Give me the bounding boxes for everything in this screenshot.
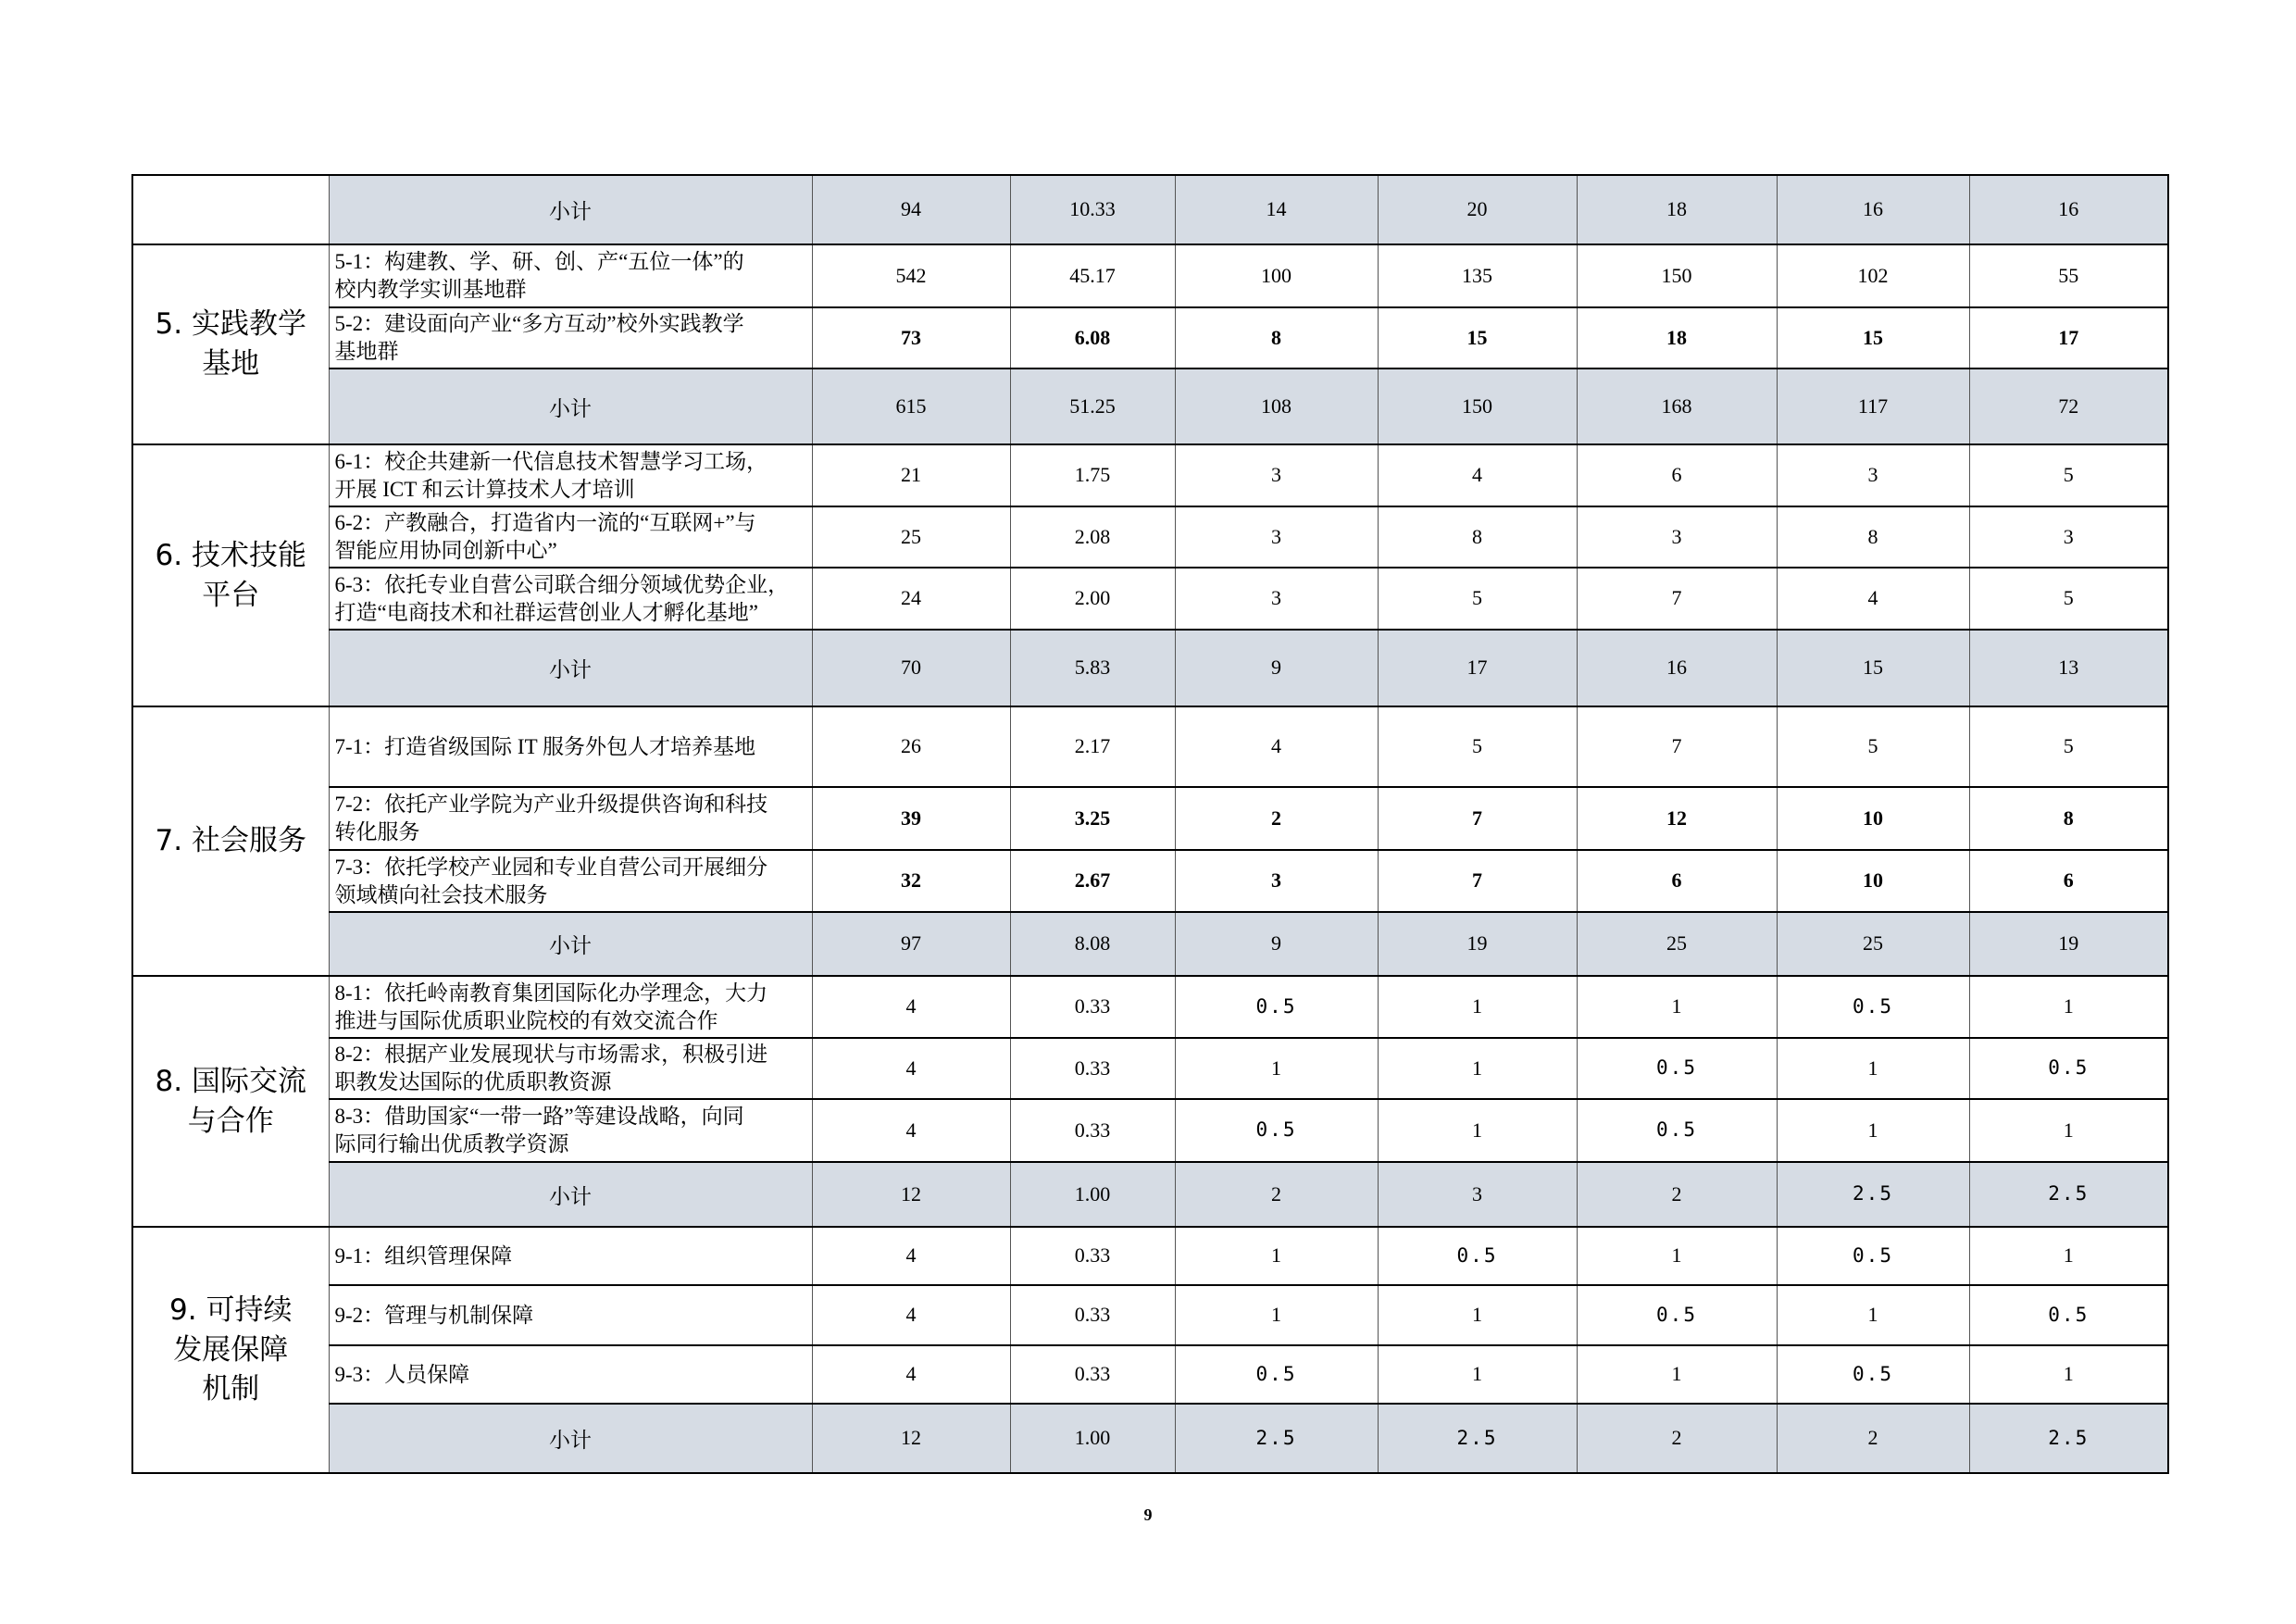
subtotal-value: 25 bbox=[1577, 912, 1777, 976]
value-cell: 7 bbox=[1378, 787, 1577, 850]
item-cell: 6-1：校企共建新一代信息技术智慧学习工场， 开展 ICT 和云计算技术人才培训 bbox=[329, 444, 812, 506]
value-cell: 1 bbox=[1969, 1099, 2168, 1162]
subtotal-value: 2.5 bbox=[1378, 1404, 1577, 1473]
value-cell: 1 bbox=[1378, 1345, 1577, 1404]
value-cell: 3 bbox=[1777, 444, 1969, 506]
table-body bbox=[132, 175, 2168, 1473]
item-cell: 7-3：依托学校产业园和专业自营公司开展细分 领域横向社会技术服务 bbox=[329, 850, 812, 912]
value-cell: 4 bbox=[812, 1285, 1010, 1345]
table-row bbox=[132, 307, 2168, 369]
subtotal-value: 2.5 bbox=[1777, 1162, 1969, 1227]
table-row bbox=[132, 506, 2168, 568]
subtotal-value: 18 bbox=[1577, 175, 1777, 244]
table-row bbox=[132, 568, 2168, 630]
value-cell: 18 bbox=[1577, 307, 1777, 369]
item-cell: 5-2：建设面向产业“多方互动”校外实践教学 基地群 bbox=[329, 307, 812, 369]
value-cell: 73 bbox=[812, 307, 1010, 369]
value-cell: 1 bbox=[1969, 1345, 2168, 1404]
subtotal-row bbox=[132, 630, 2168, 706]
value-cell: 4 bbox=[812, 1099, 1010, 1162]
subtotal-value: 12 bbox=[812, 1404, 1010, 1473]
subtotal-label: 小计 bbox=[329, 630, 812, 706]
subtotal-row bbox=[132, 912, 2168, 976]
subtotal-value: 2 bbox=[1777, 1404, 1969, 1473]
value-cell: 0.5 bbox=[1175, 1099, 1378, 1162]
value-cell: 4 bbox=[1175, 706, 1378, 787]
value-cell: 25 bbox=[812, 506, 1010, 568]
value-cell: 4 bbox=[812, 1227, 1010, 1285]
table-row bbox=[132, 850, 2168, 912]
subtotal-value: 5.83 bbox=[1010, 630, 1175, 706]
subtotal-label: 小计 bbox=[329, 1162, 812, 1227]
table-row bbox=[132, 1285, 2168, 1345]
value-cell: 0.5 bbox=[1777, 1227, 1969, 1285]
table-row bbox=[132, 1099, 2168, 1162]
table-row bbox=[132, 1227, 2168, 1285]
value-cell: 1 bbox=[1378, 1038, 1577, 1099]
value-cell: 3.25 bbox=[1010, 787, 1175, 850]
value-cell: 6.08 bbox=[1010, 307, 1175, 369]
subtotal-value: 19 bbox=[1969, 912, 2168, 976]
subtotal-value: 2 bbox=[1577, 1404, 1777, 1473]
subtotal-label: 小计 bbox=[329, 912, 812, 976]
value-cell: 1 bbox=[1969, 976, 2168, 1038]
subtotal-value: 13 bbox=[1969, 630, 2168, 706]
value-cell: 150 bbox=[1577, 244, 1777, 307]
subtotal-row bbox=[132, 1162, 2168, 1227]
budget-table bbox=[131, 174, 2169, 1474]
item-cell: 6-3：依托专业自营公司联合细分领域优势企业， 打造“电商技术和社群运营创业人才孵化基地” bbox=[329, 568, 812, 630]
subtotal-value: 8.08 bbox=[1010, 912, 1175, 976]
subtotal-value: 2 bbox=[1577, 1162, 1777, 1227]
subtotal-label: 小计 bbox=[329, 175, 812, 244]
value-cell: 2.00 bbox=[1010, 568, 1175, 630]
item-cell: 9-3：人员保障 bbox=[329, 1345, 812, 1404]
value-cell: 135 bbox=[1378, 244, 1577, 307]
subtotal-value: 72 bbox=[1969, 369, 2168, 444]
item-cell: 9-1：组织管理保障 bbox=[329, 1227, 812, 1285]
subtotal-row bbox=[132, 1404, 2168, 1473]
value-cell: 4 bbox=[1777, 568, 1969, 630]
value-cell: 2.67 bbox=[1010, 850, 1175, 912]
value-cell: 0.5 bbox=[1378, 1227, 1577, 1285]
subtotal-value: 10.33 bbox=[1010, 175, 1175, 244]
value-cell: 0.5 bbox=[1969, 1285, 2168, 1345]
value-cell: 1 bbox=[1378, 976, 1577, 1038]
value-cell: 1 bbox=[1577, 1227, 1777, 1285]
value-cell: 15 bbox=[1777, 307, 1969, 369]
subtotal-value: 2.5 bbox=[1969, 1404, 2168, 1473]
value-cell: 24 bbox=[812, 568, 1010, 630]
section-name-cell: 6. 技术技能 平台 bbox=[132, 444, 329, 706]
table-row bbox=[132, 1345, 2168, 1404]
subtotal-value: 16 bbox=[1969, 175, 2168, 244]
value-cell: 7 bbox=[1378, 850, 1577, 912]
subtotal-value: 94 bbox=[812, 175, 1010, 244]
value-cell: 0.33 bbox=[1010, 1099, 1175, 1162]
page-number: 9 bbox=[1143, 1505, 1153, 1524]
value-cell: 5 bbox=[1969, 706, 2168, 787]
value-cell: 0.5 bbox=[1577, 1285, 1777, 1345]
subtotal-value: 2 bbox=[1175, 1162, 1378, 1227]
value-cell: 6 bbox=[1577, 850, 1777, 912]
value-cell: 5 bbox=[1378, 706, 1577, 787]
value-cell: 1 bbox=[1378, 1285, 1577, 1345]
subtotal-value: 117 bbox=[1777, 369, 1969, 444]
value-cell: 4 bbox=[812, 1345, 1010, 1404]
subtotal-value: 19 bbox=[1378, 912, 1577, 976]
value-cell: 0.33 bbox=[1010, 1038, 1175, 1099]
subtotal-row bbox=[132, 369, 2168, 444]
value-cell: 1 bbox=[1577, 976, 1777, 1038]
value-cell: 5 bbox=[1969, 568, 2168, 630]
value-cell: 3 bbox=[1175, 506, 1378, 568]
item-cell: 8-3：借助国家“一带一路”等建设战略，向同 际同行输出优质教学资源 bbox=[329, 1099, 812, 1162]
value-cell: 0.33 bbox=[1010, 1345, 1175, 1404]
section-name-cell: 7. 社会服务 bbox=[132, 706, 329, 976]
value-cell: 4 bbox=[812, 1038, 1010, 1099]
subtotal-value: 70 bbox=[812, 630, 1010, 706]
value-cell: 2.08 bbox=[1010, 506, 1175, 568]
value-cell: 1 bbox=[1175, 1285, 1378, 1345]
item-cell: 8-2：根据产业发展现状与市场需求，积极引进 职教发达国际的优质职教资源 bbox=[329, 1038, 812, 1099]
value-cell: 6 bbox=[1577, 444, 1777, 506]
value-cell: 5 bbox=[1969, 444, 2168, 506]
value-cell: 10 bbox=[1777, 850, 1969, 912]
value-cell: 3 bbox=[1175, 568, 1378, 630]
subtotal-value: 16 bbox=[1777, 175, 1969, 244]
table-row bbox=[132, 1038, 2168, 1099]
value-cell: 1 bbox=[1175, 1227, 1378, 1285]
value-cell: 32 bbox=[812, 850, 1010, 912]
item-cell: 7-2：依托产业学院为产业升级提供咨询和科技 转化服务 bbox=[329, 787, 812, 850]
subtotal-label: 小计 bbox=[329, 369, 812, 444]
value-cell: 17 bbox=[1969, 307, 2168, 369]
item-cell: 8-1：依托岭南教育集团国际化办学理念，大力 推进与国际优质职业院校的有效交流合作 bbox=[329, 976, 812, 1038]
value-cell: 1 bbox=[1777, 1285, 1969, 1345]
section-name-cell: 5. 实践教学 基地 bbox=[132, 244, 329, 444]
item-cell: 7-1：打造省级国际 IT 服务外包人才培养基地 bbox=[329, 706, 812, 787]
value-cell: 8 bbox=[1378, 506, 1577, 568]
subtotal-value: 2.5 bbox=[1969, 1162, 2168, 1227]
table-row bbox=[132, 444, 2168, 506]
table-row bbox=[132, 706, 2168, 787]
value-cell: 5 bbox=[1777, 706, 1969, 787]
section-name-cell bbox=[132, 175, 329, 244]
subtotal-value: 9 bbox=[1175, 630, 1378, 706]
subtotal-value: 1.00 bbox=[1010, 1404, 1175, 1473]
value-cell: 3 bbox=[1175, 444, 1378, 506]
value-cell: 55 bbox=[1969, 244, 2168, 307]
subtotal-value: 3 bbox=[1378, 1162, 1577, 1227]
value-cell: 0.5 bbox=[1175, 1345, 1378, 1404]
value-cell: 0.5 bbox=[1577, 1038, 1777, 1099]
value-cell: 3 bbox=[1175, 850, 1378, 912]
section-name-cell: 8. 国际交流 与合作 bbox=[132, 976, 329, 1227]
value-cell: 0.5 bbox=[1577, 1099, 1777, 1162]
value-cell: 3 bbox=[1577, 506, 1777, 568]
value-cell: 100 bbox=[1175, 244, 1378, 307]
value-cell: 21 bbox=[812, 444, 1010, 506]
value-cell: 45.17 bbox=[1010, 244, 1175, 307]
value-cell: 0.33 bbox=[1010, 976, 1175, 1038]
subtotal-value: 1.00 bbox=[1010, 1162, 1175, 1227]
subtotal-value: 20 bbox=[1378, 175, 1577, 244]
subtotal-value: 16 bbox=[1577, 630, 1777, 706]
value-cell: 0.5 bbox=[1777, 1345, 1969, 1404]
value-cell: 15 bbox=[1378, 307, 1577, 369]
value-cell: 3 bbox=[1969, 506, 2168, 568]
value-cell: 10 bbox=[1777, 787, 1969, 850]
value-cell: 1 bbox=[1378, 1099, 1577, 1162]
subtotal-value: 9 bbox=[1175, 912, 1378, 976]
value-cell: 0.5 bbox=[1777, 976, 1969, 1038]
value-cell: 12 bbox=[1577, 787, 1777, 850]
value-cell: 26 bbox=[812, 706, 1010, 787]
item-cell: 9-2：管理与机制保障 bbox=[329, 1285, 812, 1345]
value-cell: 1 bbox=[1175, 1038, 1378, 1099]
value-cell: 5 bbox=[1378, 568, 1577, 630]
value-cell: 4 bbox=[812, 976, 1010, 1038]
table-row bbox=[132, 976, 2168, 1038]
subtotal-value: 51.25 bbox=[1010, 369, 1175, 444]
value-cell: 39 bbox=[812, 787, 1010, 850]
value-cell: 0.33 bbox=[1010, 1285, 1175, 1345]
value-cell: 1 bbox=[1777, 1038, 1969, 1099]
subtotal-value: 25 bbox=[1777, 912, 1969, 976]
table-row bbox=[132, 244, 2168, 307]
value-cell: 0.33 bbox=[1010, 1227, 1175, 1285]
value-cell: 7 bbox=[1577, 706, 1777, 787]
value-cell: 1 bbox=[1969, 1227, 2168, 1285]
subtotal-label: 小计 bbox=[329, 1404, 812, 1473]
subtotal-value: 2.5 bbox=[1175, 1404, 1378, 1473]
subtotal-value: 108 bbox=[1175, 369, 1378, 444]
value-cell: 542 bbox=[812, 244, 1010, 307]
value-cell: 1 bbox=[1777, 1099, 1969, 1162]
subtotal-value: 97 bbox=[812, 912, 1010, 976]
subtotal-value: 150 bbox=[1378, 369, 1577, 444]
value-cell: 7 bbox=[1577, 568, 1777, 630]
value-cell: 2 bbox=[1175, 787, 1378, 850]
table-row bbox=[132, 787, 2168, 850]
subtotal-value: 14 bbox=[1175, 175, 1378, 244]
value-cell: 8 bbox=[1175, 307, 1378, 369]
section-name-cell: 9. 可持续 发展保障 机制 bbox=[132, 1227, 329, 1473]
value-cell: 4 bbox=[1378, 444, 1577, 506]
subtotal-value: 168 bbox=[1577, 369, 1777, 444]
subtotal-value: 17 bbox=[1378, 630, 1577, 706]
item-cell: 6-2：产教融合，打造省内一流的“互联网+”与 智能应用协同创新中心” bbox=[329, 506, 812, 568]
subtotal-value: 15 bbox=[1777, 630, 1969, 706]
value-cell: 1 bbox=[1577, 1345, 1777, 1404]
value-cell: 2.17 bbox=[1010, 706, 1175, 787]
value-cell: 1.75 bbox=[1010, 444, 1175, 506]
subtotal-row bbox=[132, 175, 2168, 244]
value-cell: 0.5 bbox=[1969, 1038, 2168, 1099]
subtotal-value: 615 bbox=[812, 369, 1010, 444]
subtotal-value: 12 bbox=[812, 1162, 1010, 1227]
value-cell: 6 bbox=[1969, 850, 2168, 912]
value-cell: 102 bbox=[1777, 244, 1969, 307]
value-cell: 0.5 bbox=[1175, 976, 1378, 1038]
value-cell: 8 bbox=[1969, 787, 2168, 850]
value-cell: 8 bbox=[1777, 506, 1969, 568]
item-cell: 5-1：构建教、学、研、创、产“五位一体”的 校内教学实训基地群 bbox=[329, 244, 812, 307]
